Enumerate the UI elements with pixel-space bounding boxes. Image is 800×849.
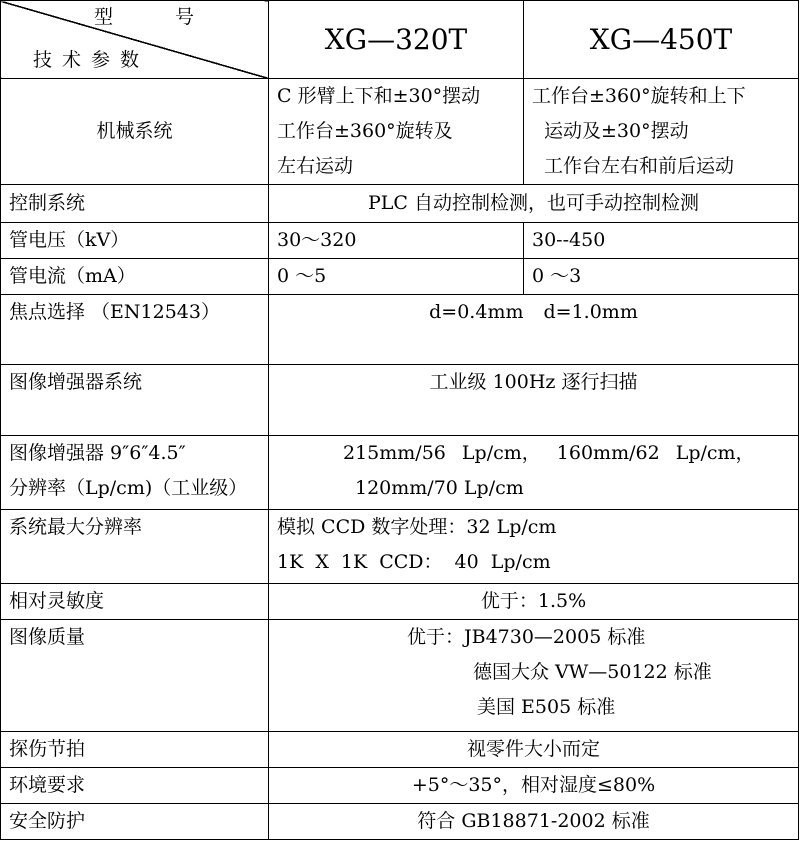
row-voltage [1,223,799,259]
value-current-320t: 0 ～5 [269,259,524,295]
row-quality [1,620,799,732]
value-voltage-450t: 30--450 [524,223,799,259]
row-beat [1,732,799,768]
text-line: 运动及±30°摆动 [544,120,689,142]
label-safety: 安全防护 [1,804,269,840]
row-resolution [1,436,799,510]
text-line: 左右运动 [277,155,354,177]
label-environment: 环境要求 [1,768,269,804]
header-model-label: 型 号 [93,6,222,28]
row-mechanical [1,79,799,185]
text-line: C 形臂上下和±30°摆动 [277,85,481,107]
text-line: 美国 E505 标准 [477,696,616,718]
model-450t-header: XG—450T [524,1,799,79]
text-line: 德国大众 VW—50122 标准 [473,661,712,683]
text-line: 模拟 CCD 数字处理：32 Lp/cm [277,516,557,538]
label-sensitivity: 相对灵敏度 [1,584,269,620]
model-320t-header: XG—320T [269,1,524,79]
value-environment: +5°～35°，相对湿度≤80% [269,768,799,804]
text-line: 工作台±360°旋转及 [277,120,453,142]
value-safety: 符合 GB18871-2002 标准 [269,804,799,840]
label-quality: 图像质量 [1,620,269,732]
text-line: 工作台左右和前后运动 [544,155,735,177]
header-params-label: 技术参数 [33,49,150,71]
row-sensitivity [1,584,799,620]
header-row [1,1,799,79]
label-current: 管电流（mA） [1,259,269,295]
value-resolution [269,436,799,510]
label-beat: 探伤节拍 [1,732,269,768]
label-voltage: 管电压（kV） [1,223,269,259]
text-line: 优于：JB4730—2005 标准 [407,626,646,648]
label-resolution [1,436,269,510]
value-voltage-320t: 30～320 [269,223,524,259]
value-beat: 视零件大小而定 [269,732,799,768]
row-control [1,185,799,223]
value-mechanical-320t [269,79,524,185]
value-current-450t: 0 ～3 [524,259,799,295]
label-intensifier: 图像增强器系统 [1,365,269,436]
value-focus: d=0.4mm d=1.0mm [269,295,799,365]
text-line: 工作台±360°旋转和上下 [532,85,746,107]
text-line: 1K X 1K CCD： 40 Lp/cm [277,551,551,573]
row-current [1,259,799,295]
value-control: PLC 自动控制检测，也可手动控制检测 [269,185,799,223]
text-line: 215mm/56 Lp/cm， 160mm/62 Lp/cm， [343,442,755,464]
label-max-resolution: 系统最大分辨率 [1,510,269,584]
label-focus: 焦点选择 （EN12543） [1,295,269,365]
value-sensitivity: 优于：1.5% [269,584,799,620]
row-focus [1,295,799,365]
text-line: 分辨率（Lp/cm)（工业级） [9,477,248,499]
value-mechanical-450t [524,79,799,185]
diagonal-header-cell [1,1,269,79]
row-max-resolution [1,510,799,584]
row-intensifier [1,365,799,436]
value-intensifier: 工业级 100Hz 逐行扫描 [269,365,799,436]
label-control: 控制系统 [1,185,269,223]
row-safety [1,804,799,840]
label-mechanical: 机械系统 [1,79,269,185]
text-line: 120mm/70 Lp/cm [355,477,524,499]
row-environment [1,768,799,804]
value-quality [269,620,799,732]
value-max-resolution [269,510,799,584]
text-line: 图像增强器 9″6″4.5″ [9,442,186,464]
